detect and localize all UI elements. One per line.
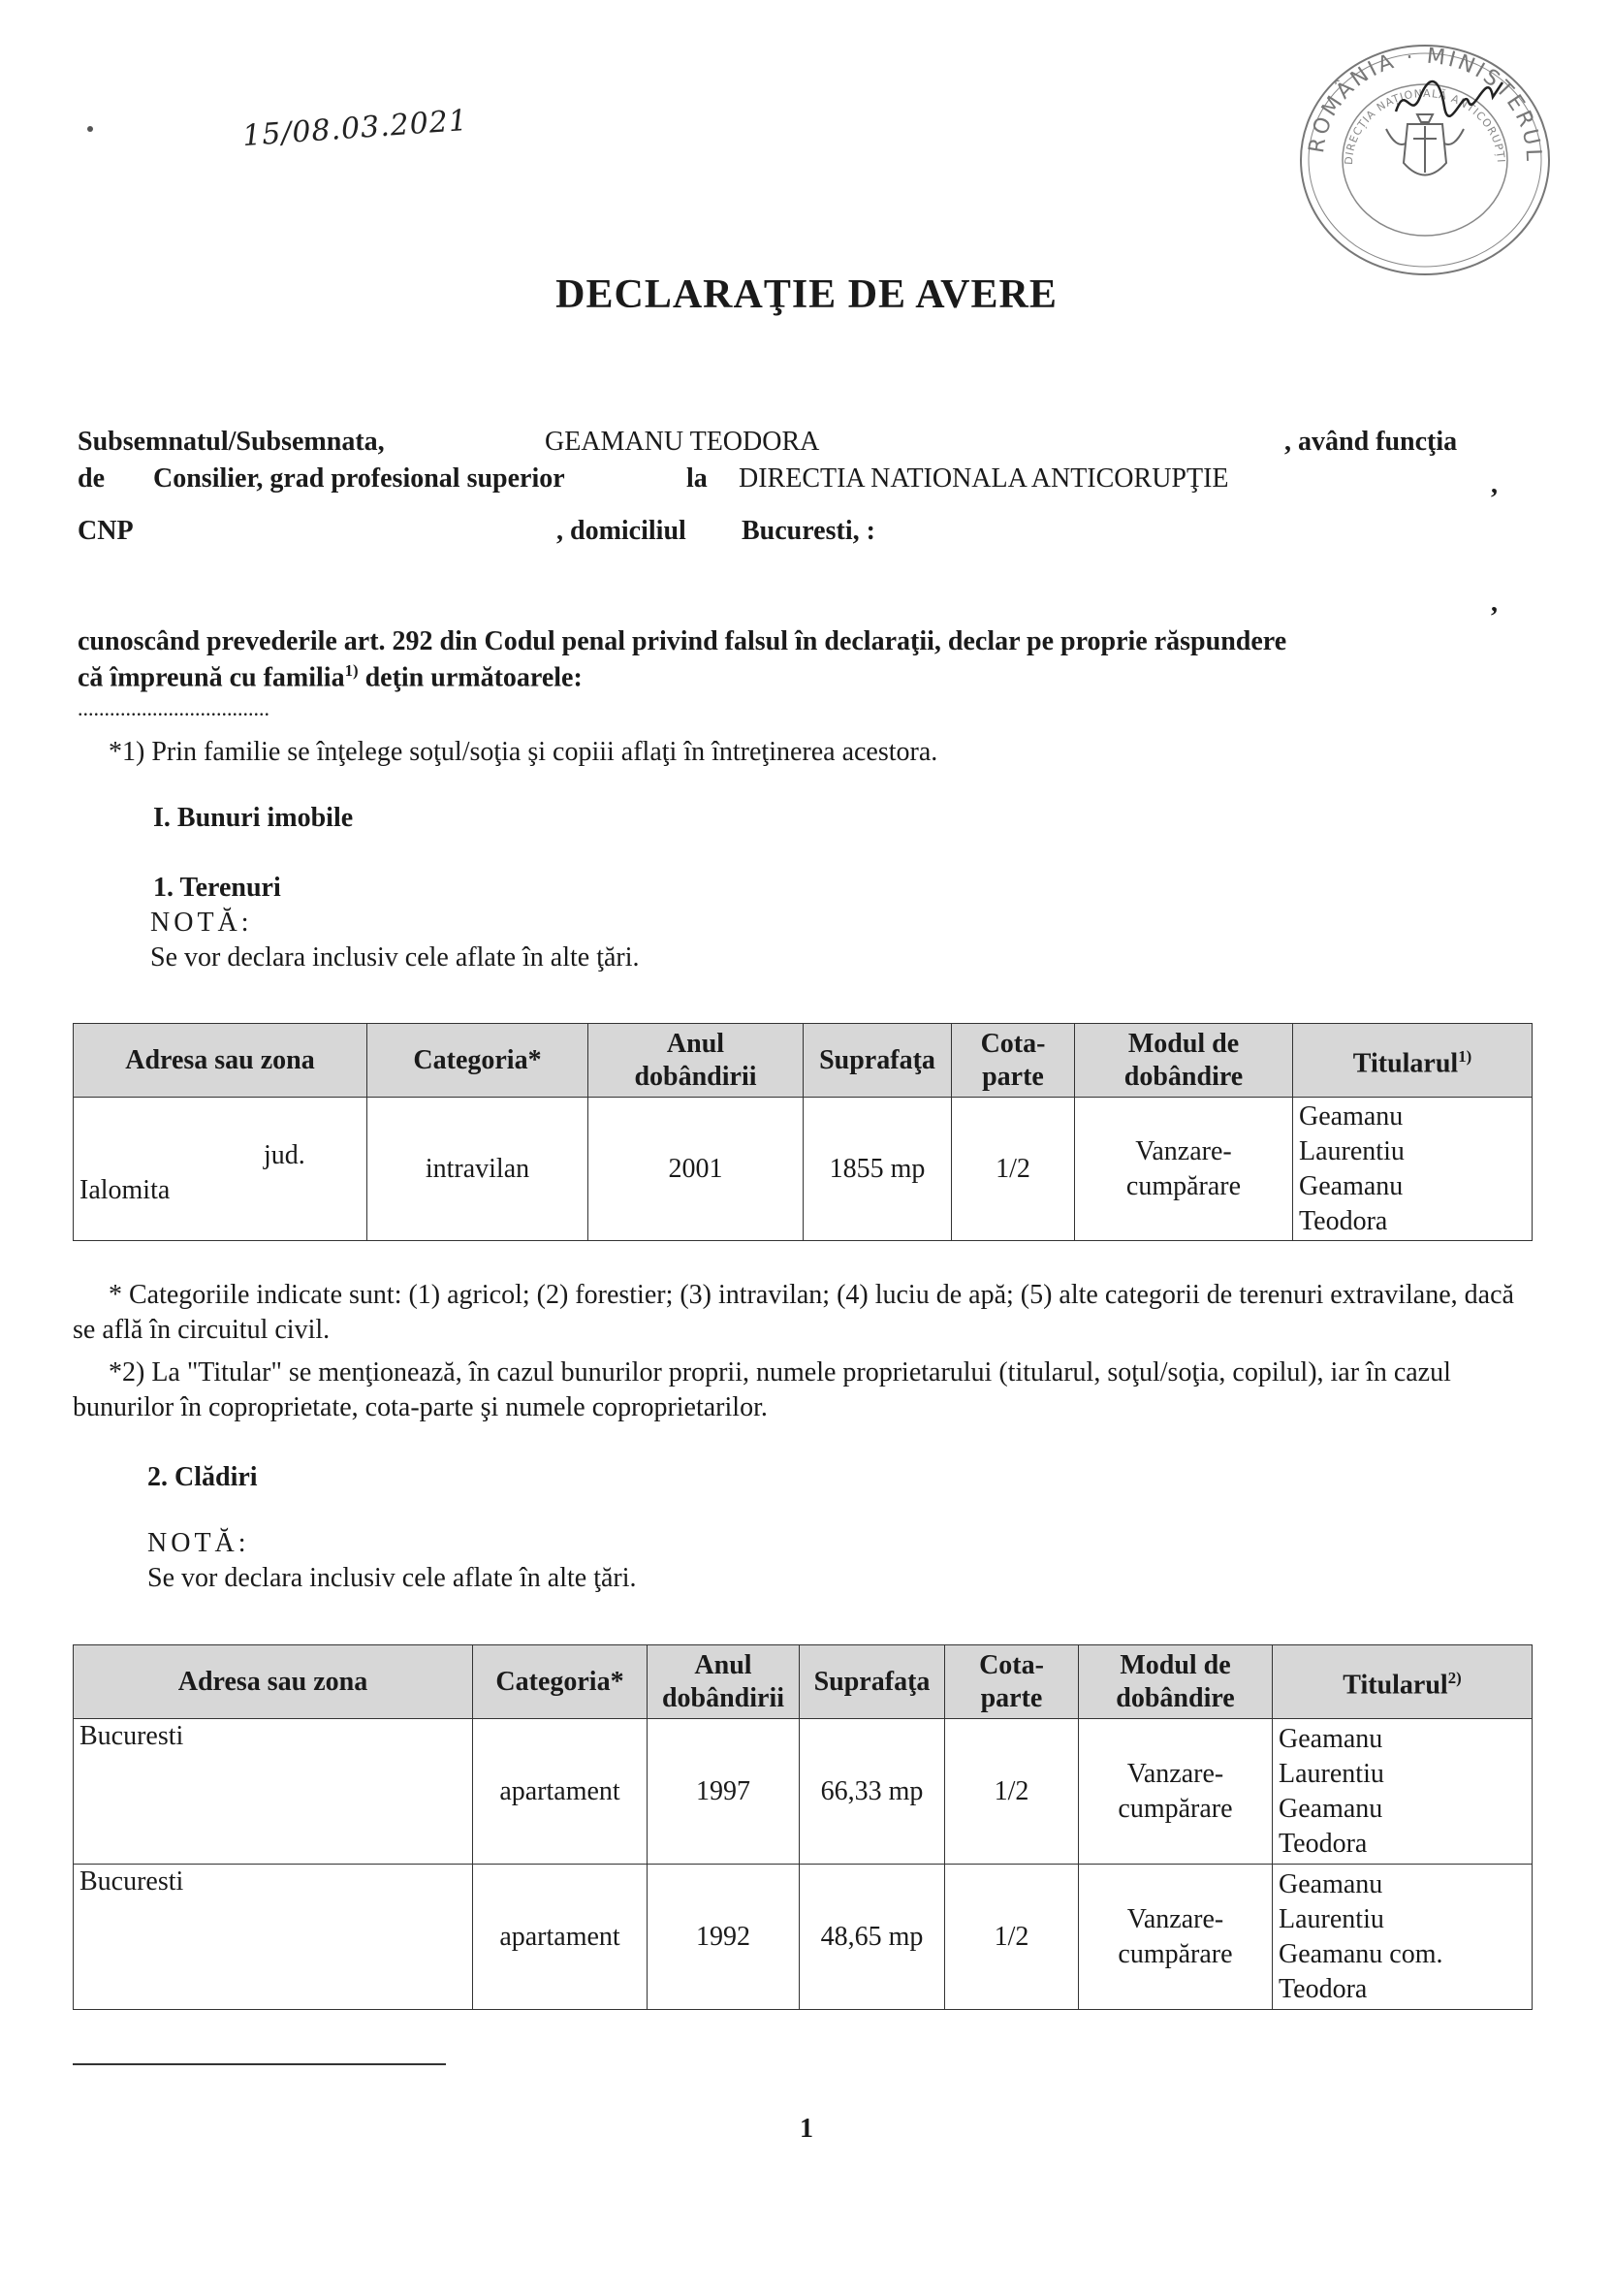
dotted-line: .................................... bbox=[78, 696, 269, 720]
label-cnp: CNP bbox=[78, 516, 134, 546]
label-subsemnat: Subsemnatul/Subsemnata, bbox=[78, 427, 385, 457]
cell-modul bbox=[1079, 1719, 1273, 1865]
domiciliu-value: Bucuresti, : bbox=[742, 516, 875, 546]
col-header-modul-line2: dobândire bbox=[1116, 1682, 1235, 1713]
col-header-categoria: Categoria* bbox=[367, 1024, 588, 1098]
col-header-cota-line2: parte bbox=[982, 1061, 1044, 1092]
table-header-row bbox=[74, 1645, 1533, 1719]
col-header-titular-text: Titularul bbox=[1352, 1048, 1459, 1079]
col-header-cota-line1: Cota- bbox=[979, 1649, 1044, 1680]
nota-label-1: NOTĂ: bbox=[150, 908, 253, 938]
nota-text-1: Se vor declara inclusiv cele aflate în alte ţări. bbox=[150, 942, 640, 973]
titular-line: Geamanu bbox=[1279, 1793, 1383, 1824]
cell-anul: 1992 bbox=[648, 1865, 800, 2010]
col-header-anul bbox=[588, 1024, 804, 1098]
svg-text:ROMÂNIA · MINISTERUL PUBLIC: ROMÂNIA · MINISTERUL bbox=[1305, 44, 1546, 165]
titular-line: Geamanu com. bbox=[1279, 1938, 1443, 1969]
col-header-cota bbox=[952, 1024, 1075, 1098]
label-la: la bbox=[686, 463, 708, 494]
section-heading-bunuri-imobile: I. Bunuri imobile bbox=[153, 803, 354, 833]
cell-cota: 1/2 bbox=[945, 1865, 1079, 2010]
footnote-rule bbox=[73, 2063, 446, 2065]
terenuri-table bbox=[73, 1023, 1533, 1241]
cell-adresa-line2: Ialomita bbox=[79, 1174, 171, 1205]
official-stamp bbox=[1284, 29, 1566, 291]
cell-adresa: Bucuresti bbox=[74, 1719, 473, 1865]
col-header-anul-line1: Anul bbox=[666, 1028, 725, 1059]
titular-line: Teodora bbox=[1279, 1973, 1368, 2004]
col-header-suprafata: Suprafaţa bbox=[800, 1645, 945, 1719]
titular-line: Laurentiu bbox=[1279, 1903, 1384, 1934]
cell-modul bbox=[1079, 1865, 1273, 2010]
comma-2: , bbox=[1491, 588, 1498, 618]
cell-modul-line2: cumpărare bbox=[1125, 1170, 1242, 1201]
cell-adresa-line1: jud. bbox=[264, 1139, 305, 1170]
table-row bbox=[74, 1865, 1533, 2010]
cladiri-table bbox=[73, 1644, 1533, 2010]
col-header-anul-line1: Anul bbox=[694, 1649, 752, 1680]
label-domiciliul: , domiciliul bbox=[556, 516, 686, 546]
cell-suprafata: 48,65 mp bbox=[800, 1865, 945, 2010]
col-header-titular bbox=[1293, 1024, 1533, 1098]
col-header-cota-line2: parte bbox=[980, 1682, 1043, 1713]
table-row bbox=[74, 1719, 1533, 1865]
page-title: DECLARAŢIE DE AVERE bbox=[555, 272, 1058, 317]
declarant-name: GEAMANU TEODORA bbox=[545, 427, 820, 457]
titular-line: Geamanu bbox=[1299, 1100, 1404, 1132]
col-header-categoria: Categoria* bbox=[473, 1645, 648, 1719]
col-header-titular-sup: 1) bbox=[1458, 1046, 1472, 1066]
col-header-anul bbox=[648, 1645, 800, 1719]
functie-value: Consilier, grad profesional superior bbox=[153, 463, 565, 494]
col-header-titular bbox=[1273, 1645, 1533, 1719]
svg-text:DIRECȚIA NAȚIONALĂ ANTICORUPȚI: DIRECȚIA NAȚIONALĂ ANTICORUPȚI bbox=[1342, 86, 1508, 166]
institutie-value: DIRECTIA NATIONALA ANTICORUPŢIE bbox=[739, 463, 1229, 494]
cell-suprafata: 1855 mp bbox=[804, 1098, 952, 1241]
col-header-cota-line1: Cota- bbox=[980, 1028, 1046, 1059]
table-header-row bbox=[74, 1024, 1533, 1098]
declaration-line-2-post: deţin următoarele: bbox=[358, 662, 583, 693]
col-header-cota bbox=[945, 1645, 1079, 1719]
col-header-anul-line2: dobândirii bbox=[661, 1682, 785, 1713]
col-header-titular-text: Titularul bbox=[1343, 1670, 1448, 1701]
declaration-line-1: cunoscând prevederile art. 292 din Codul penal privind falsul în declaraţii, declar pe proprie răspundere bbox=[78, 626, 1287, 656]
col-header-anul-line2: dobândirii bbox=[634, 1061, 757, 1092]
cell-titular bbox=[1273, 1719, 1533, 1865]
titular-line: Laurentiu bbox=[1299, 1135, 1405, 1166]
declaration-line-2-pre: că împreună cu familia bbox=[78, 662, 345, 693]
cell-modul-line2: cumpărare bbox=[1118, 1938, 1233, 1969]
col-header-modul-line2: dobândire bbox=[1123, 1061, 1244, 1092]
cell-categoria: intravilan bbox=[367, 1098, 588, 1241]
titular-line: Teodora bbox=[1279, 1828, 1368, 1859]
cell-categoria: apartament bbox=[473, 1865, 648, 2010]
subheading-terenuri: 1. Terenuri bbox=[153, 873, 281, 903]
titular-line: Geamanu bbox=[1299, 1170, 1404, 1201]
col-header-titular-sup: 2) bbox=[1447, 1668, 1462, 1687]
table-row bbox=[74, 1098, 1533, 1241]
declaration-line-2 bbox=[78, 661, 583, 693]
titular-line: Laurentiu bbox=[1279, 1758, 1384, 1789]
col-header-modul-line1: Modul de bbox=[1120, 1649, 1231, 1680]
cell-cota: 1/2 bbox=[952, 1098, 1075, 1241]
label-de: de bbox=[78, 463, 105, 494]
nota-text-2: Se vor declara inclusiv cele aflate în alte ţări. bbox=[147, 1563, 637, 1593]
note-categorii: * Categoriile indicate sunt: (1) agricol; (2) forestier; (3) intravilan; (4) luciu de apă; (5) alte categorii de terenuri extravilane, dacă se află în circuitul civil. bbox=[73, 1280, 1514, 1345]
cell-modul bbox=[1075, 1098, 1293, 1241]
col-header-modul-line1: Modul de bbox=[1127, 1028, 1240, 1059]
cell-adresa: Bucuresti bbox=[74, 1865, 473, 2010]
nota-label-2: NOTĂ: bbox=[147, 1528, 250, 1558]
footnote-family: *1) Prin familie se înţelege soţul/soţia şi copiii aflaţi în întreţinerea acestora. bbox=[109, 737, 938, 767]
cell-categoria: apartament bbox=[473, 1719, 648, 1865]
cell-modul-line1: Vanzare- bbox=[1126, 1758, 1224, 1789]
titular-line: Geamanu bbox=[1279, 1723, 1383, 1754]
cell-modul-line2: cumpărare bbox=[1118, 1793, 1233, 1824]
cell-modul-line1: Vanzare- bbox=[1135, 1135, 1232, 1166]
comma-1: , bbox=[1491, 469, 1498, 499]
stamp-seal-icon bbox=[1284, 29, 1566, 291]
handwritten-date: 15/08.03.2021 bbox=[241, 103, 469, 154]
note-titular: *2) La "Titular" se menţionează, în cazul bunurilor proprii, numele proprietarului (titularul, soţul/soţia, copilul), iar în cazul bunurilor în coproprietate, cota-parte şi numele coproprietarilor. bbox=[73, 1357, 1451, 1422]
page-number: 1 bbox=[800, 2114, 813, 2144]
col-header-modul bbox=[1075, 1024, 1293, 1098]
scan-dot bbox=[87, 126, 93, 132]
titular-line: Geamanu bbox=[1279, 1868, 1383, 1899]
col-header-adresa: Adresa sau zona bbox=[74, 1024, 367, 1098]
cell-modul-line1: Vanzare- bbox=[1126, 1903, 1224, 1934]
cell-titular bbox=[1273, 1865, 1533, 2010]
col-header-suprafata: Suprafaţa bbox=[804, 1024, 952, 1098]
cell-suprafata: 66,33 mp bbox=[800, 1719, 945, 1865]
subheading-cladiri: 2. Clădiri bbox=[147, 1462, 258, 1492]
col-header-modul bbox=[1079, 1645, 1273, 1719]
titular-line: Teodora bbox=[1299, 1205, 1388, 1236]
col-header-adresa: Adresa sau zona bbox=[74, 1645, 473, 1719]
footnote-ref-1: 1) bbox=[344, 661, 359, 680]
cell-anul: 2001 bbox=[588, 1098, 804, 1241]
cell-adresa bbox=[74, 1098, 367, 1241]
label-functia: , având funcţia bbox=[1284, 427, 1458, 457]
cell-titular bbox=[1293, 1098, 1533, 1241]
cell-anul: 1997 bbox=[648, 1719, 800, 1865]
cell-cota: 1/2 bbox=[945, 1719, 1079, 1865]
